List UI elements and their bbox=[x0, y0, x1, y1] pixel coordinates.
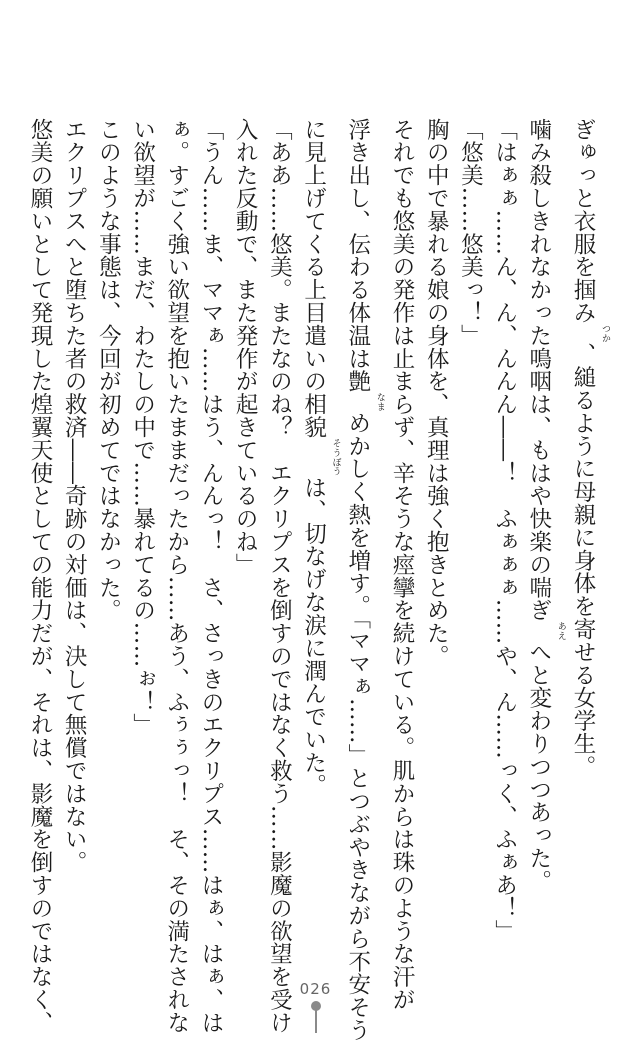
text-line-3: 「はぁぁ……ん、ん、んんん――！ ふぁぁぁ……や、ん……っく、ふぁあ！」 bbox=[491, 118, 518, 943]
text-line-13: い欲望が……まだ、わたしの中で……暴れてるの……ぉ！」 bbox=[129, 118, 156, 737]
page-marker-stem bbox=[315, 1009, 317, 1033]
text-line-1: ぎゅっと衣服を掴みつか、縋るように母親に身体を寄せる女学生。 bbox=[570, 118, 610, 779]
text-line-14: このような事態は、今回が初めてではなかった。 bbox=[95, 118, 122, 622]
text-line-11: 「うん……ま、ママぁ……はう、んんっ！ さ、さっきのエクリプス……はぁ、はぁ、は bbox=[197, 118, 224, 1034]
text-line-16: 悠美の願いとして発現した煌翼天使としての能力だが、それは、影魔を倒すのではなく、 bbox=[26, 118, 53, 1034]
text-line-10: 入れた反動で、また発作が起きているのね」 bbox=[232, 118, 259, 576]
text-line-7: 浮き出し、伝わる体温は艶なまめかしく熱を増す。「ママぁ……」とつぶやきながら不安そう bbox=[344, 118, 385, 1042]
text-line-4: 「悠美……悠美っ！」 bbox=[457, 118, 484, 347]
text-line-12: ぁ。すごく強い欲望を抱いたままだったから……あう、ふぅぅっ！ そ、その満たされな bbox=[163, 118, 190, 1034]
text-line-6: それでも悠美の発作は止まらず、辛そうな痙攣を続けている。肌からは珠のような汗が bbox=[388, 118, 415, 1012]
text-line-15: エクリプスへと堕ちた者の救済――奇跡の対価は、決して無償ではない。 bbox=[61, 118, 88, 874]
page-marker-icon bbox=[310, 1001, 322, 1033]
text-line-2: 噛み殺しきれなかった鳴咽は、もはや快楽の喘ぎあえへと変わりつつあった。 bbox=[525, 118, 566, 893]
text-line-8: に見上げてくる上目遣いの相貌そうぼうは、切なげな涙に潤んでいた。 bbox=[300, 118, 341, 797]
page-number: 026 bbox=[299, 980, 332, 998]
text-line-9: 「ああ……悠美。またなのね？ エクリプスを倒すのではなく救う……影魔の欲望を受け bbox=[266, 118, 293, 1034]
text-line-5: 胸の中で暴れる娘の身体を、真理は強く抱きとめた。 bbox=[423, 118, 450, 668]
